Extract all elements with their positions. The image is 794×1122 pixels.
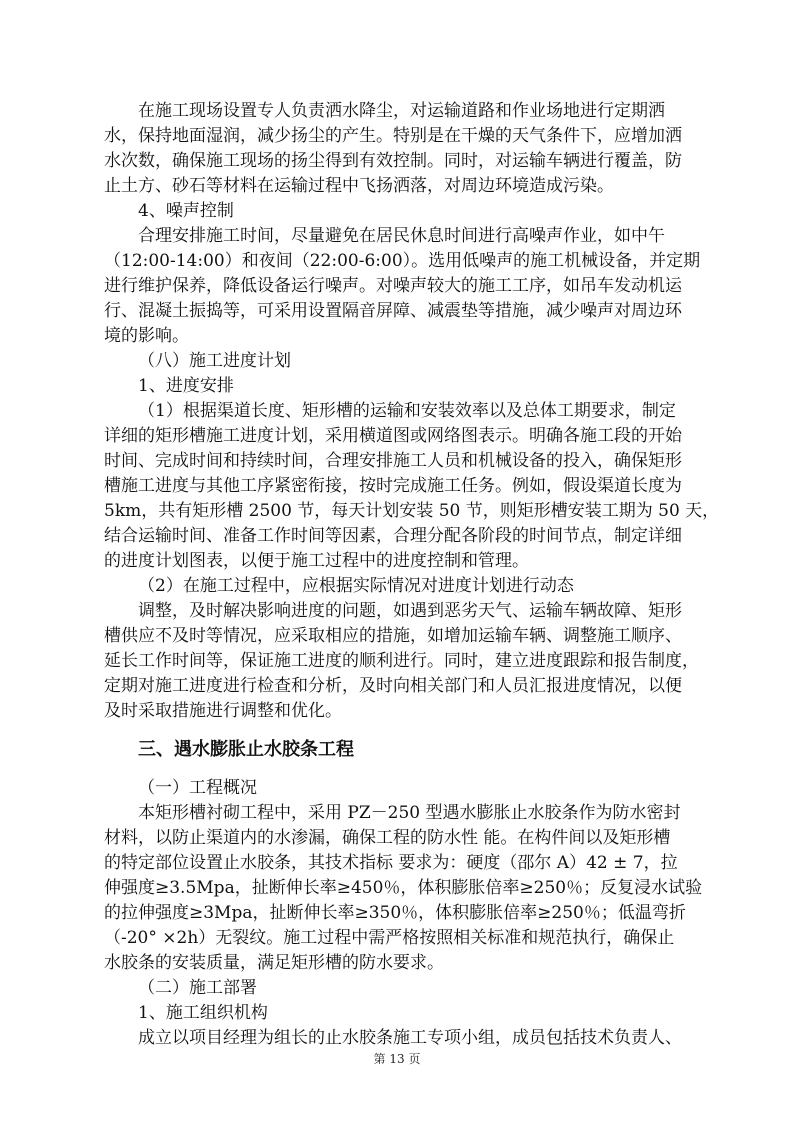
paragraph-organization bbox=[104, 1026, 700, 1051]
text-line: （八）施工进度计划 bbox=[138, 351, 291, 371]
text-line: 本矩形槽衬砌工程中，采用 PZ－250 型遇水膨胀止水胶条作为防水密封 bbox=[138, 803, 681, 823]
text-line: 定期对施工进度进行检查和分析，及时向相关部门和人员汇报进度情况，以便 bbox=[104, 676, 682, 696]
subheading-overview bbox=[104, 776, 700, 801]
text-line: 在施工现场设置专人负责洒水降尘，对运输道路和作业场地进行定期洒 bbox=[138, 101, 665, 121]
text-line: 详细的矩形槽施工进度计划，采用横道图或网络图表示。明确各施工段的开始 bbox=[104, 426, 682, 446]
paragraph-schedule-1 bbox=[104, 399, 720, 574]
text-line: 境的影响。 bbox=[104, 326, 189, 346]
subheading-organization bbox=[104, 1001, 700, 1026]
text-line: 伸强度≥3.5Mpa，扯断伸长率≥450％，体积膨胀倍率≥250％；反复浸水试验 bbox=[104, 878, 703, 898]
text-line: （-20° ×2h）无裂纹。施工过程中需严格按照相关标准和规范执行，确保止 bbox=[104, 928, 675, 948]
text-line: 1、进度安排 bbox=[138, 376, 234, 396]
text-line: 的拉伸强度≥3Mpa，扯断伸长率≥350％，体积膨胀倍率≥250％；低温弯折 bbox=[104, 903, 686, 923]
document-page bbox=[104, 99, 720, 1051]
text-line: （2）在施工过程中，应根据实际情况对进度计划进行动态 bbox=[138, 576, 574, 596]
paragraph-schedule-2-lead bbox=[104, 574, 700, 599]
text-line: （1）根据渠道长度、矩形槽的运输和安装效率以及总体工期要求，制定 bbox=[138, 401, 676, 421]
text-line: 止土方、砂石等材料在运输过程中飞扬洒落，对周边环境造成污染。 bbox=[104, 176, 614, 196]
text-line: 时间、完成时间和持续时间，合理安排施工人员和机械设备的投入，确保矩形 bbox=[104, 451, 682, 471]
paragraph-overview bbox=[104, 801, 703, 976]
paragraph-noise-control bbox=[104, 224, 700, 349]
subheading-noise-control bbox=[104, 199, 700, 224]
subheading-schedule-arrangement bbox=[104, 374, 700, 399]
text-line: 及时采取措施进行调整和优化。 bbox=[104, 701, 342, 721]
text-line: 1、施工组织机构 bbox=[138, 1003, 268, 1023]
text-line: 水胶条的安装质量，满足矩形槽的防水要求。 bbox=[104, 953, 444, 973]
subheading-deployment bbox=[104, 976, 700, 1001]
text-line: 水次数，确保施工现场的扬尘得到有效控制。同时，对运输车辆进行覆盖，防 bbox=[104, 151, 682, 171]
text-line: 延长工作时间等，保证施工进度的顺利进行。同时，建立进度跟踪和报告制度， bbox=[104, 651, 699, 671]
text-line: 4、噪声控制 bbox=[138, 201, 234, 221]
text-line: 行、混凝土振捣等，可采用设置隔音屏障、减震垫等措施，减少噪声对周边环 bbox=[104, 301, 682, 321]
subheading-schedule-plan bbox=[104, 349, 700, 374]
text-line: 合理安排施工时间，尽量避免在居民休息时间进行高噪声作业，如中午 bbox=[138, 226, 665, 246]
text-line: （12:00-14:00）和夜间（22:00-6:00）。选用低噪声的施工机械设备，并定期 bbox=[104, 251, 701, 271]
text-line: （二）施工部署 bbox=[138, 978, 257, 998]
paragraph-schedule-2 bbox=[104, 599, 700, 724]
paragraph-dust-control bbox=[104, 99, 700, 199]
text-line: 调整，及时解决影响进度的问题，如遇到恶劣天气、运输车辆故障、矩形 bbox=[138, 601, 682, 621]
text-line: 槽施工进度与其他工序紧密衔接，按时完成施工任务。例如，假设渠道长度为 bbox=[104, 476, 682, 496]
text-line: 5km，共有矩形槽 2500 节，每天计划安装 50 节，则矩形槽安装工期为 50 天， bbox=[104, 501, 720, 521]
text-line: 结合运输时间、准备工作时间等因素，合理分配各阶段的时间节点，制定详细 bbox=[104, 526, 682, 546]
text-line: 材料，以防止渠道内的水渗漏，确保工程的防水性 能。在构件间以及矩形槽 bbox=[104, 828, 671, 848]
page-number: 第 13 页 bbox=[373, 1052, 421, 1066]
text-line: 的进度计划图表，以便于施工过程中的进度控制和管理。 bbox=[104, 551, 529, 571]
text-line: 进行维护保养，降低设备运行噪声。对噪声较大的施工工序，如吊车发动机运 bbox=[104, 276, 682, 296]
text-line: 成立以项目经理为组长的止水胶条施工专项小组，成员包括技术负责人、 bbox=[138, 1028, 682, 1048]
text-line: 槽供应不及时等情况，应采取相应的措施，如增加运输车辆、调整施工顺序、 bbox=[104, 626, 682, 646]
section-heading: 三、遇水膨胀止水胶条工程 bbox=[138, 739, 354, 760]
text-line: 的特定部位设置止水胶条，其技术指标 要求为：硬度（邵尔 A）42 ± 7，拉 bbox=[104, 853, 678, 873]
text-line: （一）工程概况 bbox=[138, 778, 257, 798]
text-line: 水，保持地面湿润，减少扬尘的产生。特别是在干燥的天气条件下，应增加洒 bbox=[104, 126, 682, 146]
